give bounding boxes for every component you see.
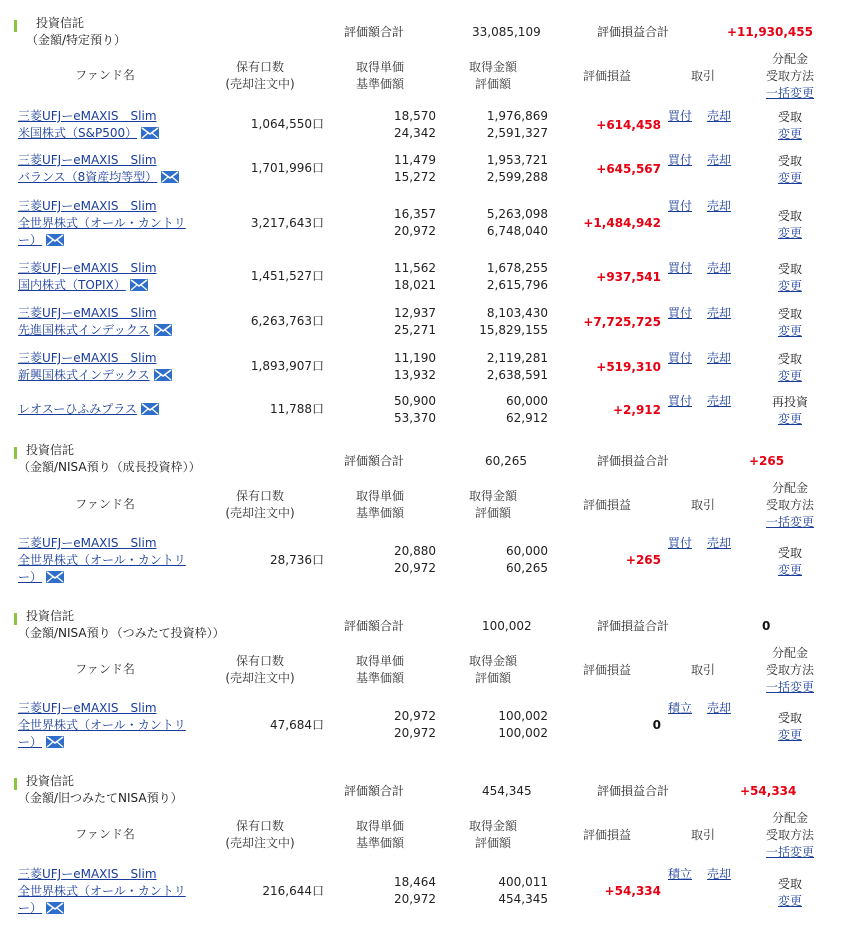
fund-name-line[interactable]	[18, 152, 157, 169]
col-acq: 取得金額	[468, 654, 517, 668]
sell-link[interactable]	[707, 535, 731, 552]
units-value: 6,263,763口	[250, 314, 324, 328]
buy-link-text[interactable]: 買付	[668, 153, 693, 167]
total-label: 評価額合計	[344, 619, 405, 633]
col-pl: 評価損益	[582, 663, 631, 677]
total-value: 33,085,109	[472, 25, 541, 39]
units-value: 28,736口	[270, 553, 324, 567]
acq-amount: 1,976,869	[486, 109, 548, 123]
fund-name-link[interactable]: レオスーひふみプラス	[18, 402, 137, 416]
sell-link-text[interactable]: 売却	[707, 351, 732, 365]
fund-name-line[interactable]	[18, 700, 157, 717]
section-marker	[14, 447, 17, 459]
bulk-change-link[interactable]: 一括変更	[765, 515, 814, 529]
section-title: 投資信託	[26, 774, 75, 788]
dividend-change-text[interactable]: 変更	[777, 369, 802, 383]
col-nav: 基準価額	[355, 671, 404, 685]
sell-link[interactable]	[707, 700, 731, 717]
buy-link[interactable]	[668, 700, 692, 717]
fund-name-link[interactable]: 三菱UFJーeMAXIS Slim	[18, 306, 157, 320]
section-title: 投資信託	[26, 609, 75, 623]
fund-name-line[interactable]	[18, 552, 186, 569]
pl-total-value: +265	[749, 454, 785, 468]
fund-name-line[interactable]	[18, 367, 172, 384]
units-value: 1,451,527口	[250, 269, 324, 283]
fund-name-line[interactable]	[18, 215, 186, 232]
col-val: 評価額	[474, 671, 511, 685]
col-val: 評価額	[474, 506, 511, 520]
acq-amount: 60,000	[506, 544, 548, 558]
section-marker	[14, 778, 17, 790]
col-units-sub: (売却注文中)	[225, 671, 295, 685]
fund-name-line[interactable]	[18, 866, 157, 883]
section-title: 投資信託	[36, 16, 85, 30]
sell-link[interactable]	[707, 198, 731, 215]
units-value: 11,788口	[270, 402, 324, 416]
buy-link-text[interactable]: 積立	[668, 867, 693, 881]
fund-name-link[interactable]: 国内株式（TOPIX）	[18, 278, 126, 292]
pl-value: +2,912	[612, 403, 661, 417]
sell-link-text[interactable]: 売却	[707, 109, 732, 123]
col-cost: 取得単価	[355, 489, 404, 503]
fund-name-line[interactable]	[18, 569, 64, 586]
col-nav: 基準価額	[355, 506, 404, 520]
bulk-change-link[interactable]: 一括変更	[765, 680, 814, 694]
fund-name-line[interactable]	[18, 350, 157, 367]
buy-link-text[interactable]: 買付	[668, 199, 693, 213]
col-nav: 基準価額	[355, 836, 404, 850]
units-value: 3,217,643口	[250, 216, 324, 230]
nav-value: 13,932	[394, 368, 436, 382]
buy-link[interactable]	[668, 152, 692, 169]
nav-value: 18,021	[394, 278, 436, 292]
dividend-change-text[interactable]: 変更	[777, 894, 802, 908]
fund-name-link[interactable]: バランス（8資産均等型）	[18, 170, 158, 184]
col-cost: 取得単価	[355, 654, 404, 668]
buy-link[interactable]	[668, 535, 692, 552]
buy-link[interactable]	[668, 198, 692, 215]
mail-icon[interactable]	[161, 171, 179, 183]
section-subtitle: （金額/NISA預り（成長投資枠））	[18, 460, 201, 474]
dividend-method: 受取	[777, 209, 802, 223]
pl-total-value: +54,334	[740, 784, 797, 798]
total-label: 評価額合計	[344, 454, 405, 468]
col-units-sub: (売却注文中)	[225, 77, 295, 91]
fund-name-line[interactable]	[18, 232, 64, 249]
units-value: 1,893,907口	[250, 359, 324, 373]
fund-name-link[interactable]: 三菱UFJーeMAXIS Slim	[18, 867, 157, 881]
mail-icon[interactable]	[46, 234, 64, 246]
eval-amount: 2,599,288	[486, 170, 548, 184]
sell-link[interactable]	[707, 393, 731, 410]
eval-amount: 2,615,796	[486, 278, 548, 292]
sell-link-text[interactable]: 売却	[707, 867, 732, 881]
fund-name-line[interactable]	[18, 169, 179, 186]
dividend-change-link[interactable]	[755, 170, 825, 187]
section-title: 投資信託	[26, 443, 75, 457]
sell-link[interactable]	[707, 152, 731, 169]
dividend-change-link[interactable]	[755, 323, 825, 340]
mail-icon[interactable]	[46, 736, 64, 748]
eval-amount: 454,345	[498, 892, 548, 906]
pl-total-label: 評価損益合計	[597, 454, 670, 468]
fund-name-link[interactable]: 全世界株式（オール・カントリ	[18, 884, 186, 898]
nav-value: 20,972	[394, 892, 436, 906]
col-cost: 取得単価	[355, 60, 404, 74]
dividend-change-link[interactable]	[755, 893, 825, 910]
col-fund-name: ファンド名	[75, 68, 135, 82]
acq-amount: 2,119,281	[486, 351, 548, 365]
nav-value: 24,342	[394, 126, 436, 140]
fund-name-link[interactable]: 三菱UFJーeMAXIS Slim	[18, 536, 157, 550]
buy-link[interactable]	[668, 866, 692, 883]
total-value: 454,345	[482, 784, 532, 798]
col-trade: 取引	[690, 69, 715, 83]
acq-amount: 8,103,430	[486, 306, 548, 320]
nav-value: 53,370	[394, 411, 436, 425]
cost-value: 18,570	[394, 109, 436, 123]
eval-amount: 62,912	[506, 411, 548, 425]
fund-name-line[interactable]	[18, 322, 172, 339]
acq-amount: 100,002	[498, 709, 548, 723]
col-acq: 取得金額	[468, 60, 517, 74]
fund-name-line[interactable]	[18, 717, 186, 734]
cost-value: 11,479	[394, 153, 436, 167]
dividend-change-text[interactable]: 変更	[777, 563, 802, 577]
sell-link-text[interactable]: 売却	[707, 306, 732, 320]
fund-name-link[interactable]: 全世界株式（オール・カントリ	[18, 718, 186, 732]
fund-name-link[interactable]: 三菱UFJーeMAXIS Slim	[18, 261, 157, 275]
cost-value: 11,190	[394, 351, 436, 365]
col-units: 保有口数	[235, 489, 284, 503]
total-value: 100,002	[482, 619, 532, 633]
col-div-method: 受取方法	[765, 828, 814, 842]
col-cost: 取得単価	[355, 819, 404, 833]
fund-name-line[interactable]	[18, 125, 159, 142]
buy-link-text[interactable]: 買付	[668, 536, 693, 550]
nav-value: 20,972	[394, 726, 436, 740]
col-units: 保有口数	[235, 654, 284, 668]
fund-name-link[interactable]: ー）	[18, 233, 43, 247]
pl-value: +519,310	[596, 360, 661, 374]
fund-name-link[interactable]: 三菱UFJーeMAXIS Slim	[18, 109, 157, 123]
dividend-method: 受取	[777, 110, 802, 124]
pl-total-value: +11,930,455	[727, 25, 813, 39]
eval-amount: 60,265	[506, 561, 548, 575]
pl-value: +54,334	[604, 884, 661, 898]
pl-total-label: 評価損益合計	[597, 619, 670, 633]
col-units: 保有口数	[235, 60, 284, 74]
dividend-change-text[interactable]: 変更	[777, 412, 802, 426]
total-label: 評価額合計	[344, 25, 405, 39]
sell-link-text[interactable]: 売却	[707, 701, 732, 715]
units-value: 47,684口	[270, 718, 324, 732]
mail-icon[interactable]	[46, 902, 64, 914]
col-div: 分配金	[771, 52, 808, 66]
cost-value: 20,880	[394, 544, 436, 558]
eval-amount: 6,748,040	[486, 224, 548, 238]
col-units-sub: (売却注文中)	[225, 836, 295, 850]
sell-link-text[interactable]: 売却	[707, 153, 732, 167]
buy-link-text[interactable]: 買付	[668, 351, 693, 365]
dividend-change-text[interactable]: 変更	[777, 171, 802, 185]
pl-total-label: 評価損益合計	[597, 25, 670, 39]
mail-icon[interactable]	[46, 571, 64, 583]
buy-link-text[interactable]: 買付	[668, 394, 693, 408]
sell-link[interactable]	[707, 866, 731, 883]
pl-value: +7,725,725	[583, 315, 661, 329]
buy-link[interactable]	[668, 305, 692, 322]
dividend-change-link[interactable]	[755, 278, 825, 295]
fund-name-link[interactable]: 三菱UFJーeMAXIS Slim	[18, 199, 157, 213]
cost-value: 12,937	[394, 306, 436, 320]
col-div: 分配金	[771, 646, 808, 660]
col-units: 保有口数	[235, 819, 284, 833]
pl-value: 0	[652, 718, 661, 732]
buy-link[interactable]	[668, 260, 692, 277]
units-value: 1,701,996口	[250, 161, 324, 175]
fund-name-line[interactable]	[18, 883, 186, 900]
fund-name-link[interactable]: 全世界株式（オール・カントリ	[18, 216, 186, 230]
pl-value: +614,458	[596, 118, 661, 132]
nav-value: 20,972	[394, 561, 436, 575]
col-acq: 取得金額	[468, 819, 517, 833]
fund-name-line[interactable]	[18, 535, 157, 552]
dividend-change-link[interactable]	[755, 368, 825, 385]
col-pl: 評価損益	[582, 69, 631, 83]
fund-name-link[interactable]: 三菱UFJーeMAXIS Slim	[18, 351, 157, 365]
total-value: 60,265	[485, 454, 527, 468]
dividend-method: 受取	[777, 352, 802, 366]
dividend-method: 受取	[777, 877, 802, 891]
col-fund-name: ファンド名	[75, 662, 135, 676]
acq-amount: 60,000	[506, 394, 548, 408]
pl-total-label: 評価損益合計	[597, 784, 670, 798]
buy-link[interactable]	[668, 108, 692, 125]
bulk-change-link[interactable]: 一括変更	[765, 845, 814, 859]
dividend-change-text[interactable]: 変更	[777, 324, 802, 338]
dividend-method: 受取	[777, 307, 802, 321]
units-value: 1,064,550口	[250, 117, 324, 131]
sell-link-text[interactable]: 売却	[707, 199, 732, 213]
nav-value: 20,972	[394, 224, 436, 238]
fund-name-link[interactable]: 三菱UFJーeMAXIS Slim	[18, 153, 157, 167]
mail-icon[interactable]	[141, 127, 159, 139]
fund-name-line[interactable]	[18, 277, 148, 294]
dividend-change-link[interactable]	[755, 126, 825, 143]
eval-amount: 2,638,591	[486, 368, 548, 382]
fund-name-line[interactable]	[18, 260, 157, 277]
pl-value: +265	[625, 553, 661, 567]
col-div: 分配金	[771, 481, 808, 495]
sell-link[interactable]	[707, 108, 731, 125]
acq-amount: 1,953,721	[486, 153, 548, 167]
fund-name-link[interactable]: ー）	[18, 735, 43, 749]
eval-amount: 15,829,155	[479, 323, 548, 337]
col-div: 分配金	[771, 811, 808, 825]
fund-name-line[interactable]	[18, 900, 64, 917]
sell-link[interactable]	[707, 260, 731, 277]
col-pl: 評価損益	[582, 498, 631, 512]
buy-link[interactable]	[668, 350, 692, 367]
col-trade: 取引	[690, 663, 715, 677]
col-val: 評価額	[474, 77, 511, 91]
fund-name-line[interactable]	[18, 198, 157, 215]
mail-icon[interactable]	[154, 369, 172, 381]
bulk-change-link[interactable]: 一括変更	[765, 86, 814, 100]
col-units-sub: (売却注文中)	[225, 506, 295, 520]
buy-link[interactable]	[668, 393, 692, 410]
col-div-method: 受取方法	[765, 663, 814, 677]
acq-amount: 1,678,255	[486, 261, 548, 275]
col-div-method: 受取方法	[765, 498, 814, 512]
dividend-change-link[interactable]	[755, 727, 825, 744]
dividend-change-text[interactable]: 変更	[777, 279, 802, 293]
dividend-change-text[interactable]: 変更	[777, 226, 802, 240]
buy-link-text[interactable]: 買付	[668, 261, 693, 275]
dividend-change-link[interactable]	[755, 562, 825, 579]
fund-name-link[interactable]: 三菱UFJーeMAXIS Slim	[18, 701, 157, 715]
fund-name-link[interactable]: 米国株式（S&P500）	[18, 126, 138, 140]
cost-value: 16,357	[394, 207, 436, 221]
col-nav: 基準価額	[355, 77, 404, 91]
fund-name-line[interactable]	[18, 108, 157, 125]
dividend-method: 再投資	[771, 395, 808, 409]
sell-link-text[interactable]: 売却	[707, 394, 732, 408]
fund-name-link[interactable]: ー）	[18, 901, 43, 915]
sell-link[interactable]	[707, 305, 731, 322]
eval-amount: 2,591,327	[486, 126, 548, 140]
units-value: 216,644口	[262, 884, 324, 898]
sell-link-text[interactable]: 売却	[707, 261, 732, 275]
col-trade: 取引	[690, 828, 715, 842]
cost-value: 50,900	[394, 394, 436, 408]
dividend-method: 受取	[777, 711, 802, 725]
cost-value: 18,464	[394, 875, 436, 889]
dividend-change-text[interactable]: 変更	[777, 127, 802, 141]
fund-name-link[interactable]: ー）	[18, 570, 43, 584]
col-trade: 取引	[690, 498, 715, 512]
section-marker	[14, 20, 17, 32]
col-acq: 取得金額	[468, 489, 517, 503]
dividend-method: 受取	[777, 262, 802, 276]
cost-value: 20,972	[394, 709, 436, 723]
col-div-method: 受取方法	[765, 69, 814, 83]
fund-name-link[interactable]: 全世界株式（オール・カントリ	[18, 553, 186, 567]
section-subtitle: （金額/特定預り）	[26, 33, 127, 47]
mail-icon[interactable]	[130, 279, 148, 291]
dividend-change-link[interactable]	[755, 225, 825, 242]
cost-value: 11,562	[394, 261, 436, 275]
dividend-method: 受取	[777, 546, 802, 560]
acq-amount: 5,263,098	[486, 207, 548, 221]
col-val: 評価額	[474, 836, 511, 850]
buy-link-text[interactable]: 積立	[668, 701, 693, 715]
buy-link-text[interactable]: 買付	[668, 109, 693, 123]
dividend-change-text[interactable]: 変更	[777, 728, 802, 742]
sell-link[interactable]	[707, 350, 731, 367]
pl-total-value: 0	[762, 619, 771, 633]
fund-name-line[interactable]	[18, 305, 157, 322]
fund-name-link[interactable]: 新興国株式インデックス	[18, 368, 150, 382]
dividend-method: 受取	[777, 154, 802, 168]
mail-icon[interactable]	[154, 324, 172, 336]
section-subtitle: （金額/旧つみたてNISA預り）	[18, 791, 183, 805]
buy-link-text[interactable]: 買付	[668, 306, 693, 320]
col-fund-name: ファンド名	[75, 827, 135, 841]
total-label: 評価額合計	[344, 784, 405, 798]
col-fund-name: ファンド名	[75, 497, 135, 511]
acq-amount: 400,011	[498, 875, 548, 889]
section-subtitle: （金額/NISA預り（つみたて投資枠））	[18, 626, 225, 640]
pl-value: +645,567	[596, 162, 661, 176]
dividend-change-link[interactable]	[755, 411, 825, 428]
nav-value: 25,271	[394, 323, 436, 337]
fund-name-line[interactable]	[18, 734, 64, 751]
col-pl: 評価損益	[582, 828, 631, 842]
fund-name-line[interactable]	[18, 401, 159, 418]
nav-value: 15,272	[394, 170, 436, 184]
pl-value: +937,541	[596, 270, 661, 284]
sell-link-text[interactable]: 売却	[707, 536, 732, 550]
mail-icon[interactable]	[141, 403, 159, 415]
fund-name-link[interactable]: 先進国株式インデックス	[18, 323, 150, 337]
eval-amount: 100,002	[498, 726, 548, 740]
pl-value: +1,484,942	[583, 216, 661, 230]
section-marker	[14, 613, 17, 625]
